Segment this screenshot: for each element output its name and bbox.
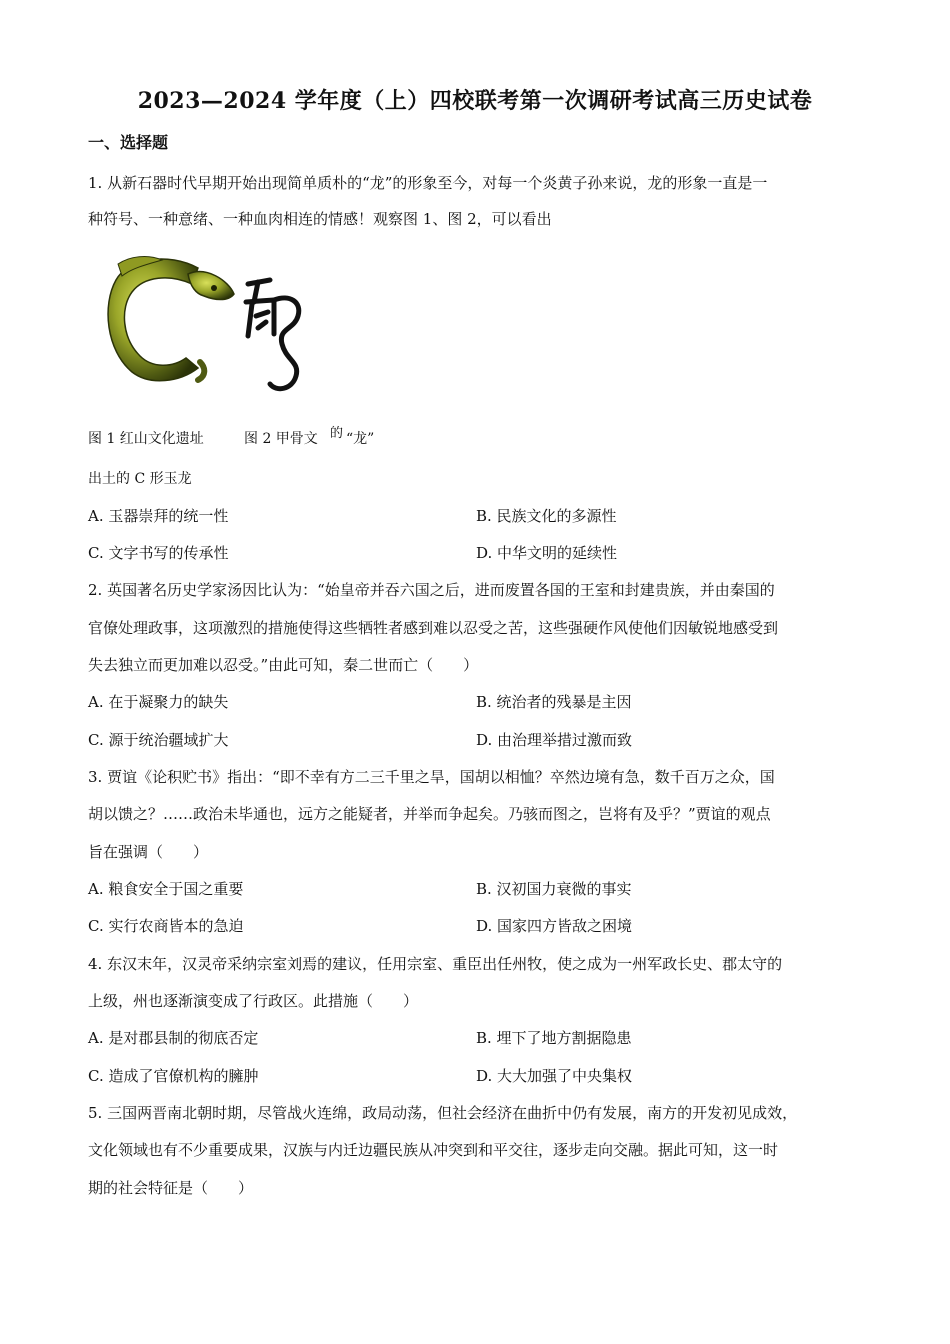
q2-option-d: D. 由治理举措过激而致 (476, 731, 633, 749)
oracle-bone-dragon-image (240, 272, 310, 400)
q2-line-1: 2. 英国著名历史学家汤因比认为：“始皇帝并吞六国之后，进而废置各国的王室和封建贵族，并由秦国的 (88, 581, 775, 599)
q3-option-b: B. 汉初国力衰微的事实 (476, 880, 632, 898)
q5-line-2: 文化领域也有不少重要成果，汉族与内迁边疆民族从冲突到和平交往，逐步走向交融。据此可知，这一时 (88, 1141, 779, 1159)
q3-line-2: 胡以馈之？……政治未毕通也，远方之能疑者，并举而争起矣。乃骇而图之，岂将有及乎？”贾谊的观点 (88, 805, 771, 823)
figure-1-caption: 图 1 红山文化遗址 (88, 431, 204, 447)
q3-line-1: 3. 贾谊《论积贮书》指出：“即不幸有方二三千里之旱，国胡以相恤？卒然边境有急，数千百万之众，国 (88, 768, 775, 786)
figure-2-caption: 图 2 甲骨文 (244, 431, 318, 447)
figure-2-caption-quote: “龙” (346, 431, 375, 447)
q5-line-1: 5. 三国两晋南北朝时期，尽管战火连绵，政局动荡，但社会经济在曲折中仍有发展，南方的开发初见成效， (88, 1104, 798, 1122)
q4-option-d: D. 大大加强了中央集权 (476, 1067, 633, 1085)
section-heading: 一、选择题 (88, 133, 169, 152)
q3-line-3: 旨在强调（ ） (88, 843, 209, 861)
q4-option-c: C. 造成了官僚机构的臃肿 (88, 1067, 259, 1085)
page-title: 2023—2024 学年度（上）四校联考第一次调研考试高三历史试卷 (137, 88, 813, 114)
q5-line-3: 期的社会特征是（ ） (88, 1179, 254, 1197)
q4-line-1: 4. 东汉末年，汉灵帝采纳宗室刘焉的建议，任用宗室、重臣出任州牧，使之成为一州军政长史、郡太守的 (88, 955, 783, 973)
q1-option-b: B. 民族文化的多源性 (476, 507, 617, 525)
q2-option-c: C. 源于统治疆域扩大 (88, 731, 229, 749)
q3-option-d: D. 国家四方皆敌之困境 (476, 917, 633, 935)
q1-line-1: 1. 从新石器时代早期开始出现简单质朴的“龙”的形象至今，对每一个炎黄子孙来说，龙的形象一直是一 (88, 174, 768, 192)
q2-line-3: 失去独立而更加难以忍受。”由此可知，秦二世而亡（ ） (88, 656, 479, 674)
figure-2-caption-superscript: 的 (330, 426, 344, 441)
q2-option-b: B. 统治者的残暴是主因 (476, 693, 632, 711)
q2-option-a: A. 在于凝聚力的缺失 (88, 693, 229, 711)
q4-line-2: 上级，州也逐渐演变成了行政区。此措施（ ） (88, 992, 419, 1010)
q1-line-2: 种符号、一种意绪、一种血肉相连的情感！观察图 1、图 2，可以看出 (88, 210, 552, 228)
q3-option-a: A. 粮食安全于国之重要 (88, 880, 244, 898)
jade-dragon-image (88, 250, 238, 390)
q1-option-a: A. 玉器崇拜的统一性 (88, 507, 229, 525)
q4-option-a: A. 是对郡县制的彻底否定 (88, 1029, 259, 1047)
q2-line-2: 官僚处理政事，这项激烈的措施使得这些牺牲者感到难以忍受之苦，这些强硬作风使他们因敏锐地感受到 (88, 619, 779, 637)
q1-option-d: D. 中华文明的延续性 (476, 544, 618, 562)
q3-option-c: C. 实行农商皆本的急迫 (88, 917, 244, 935)
q1-option-c: C. 文字书写的传承性 (88, 544, 229, 562)
figure-1-caption-line-2: 出土的 C 形玉龙 (88, 471, 192, 487)
q4-option-b: B. 埋下了地方割据隐患 (476, 1029, 632, 1047)
